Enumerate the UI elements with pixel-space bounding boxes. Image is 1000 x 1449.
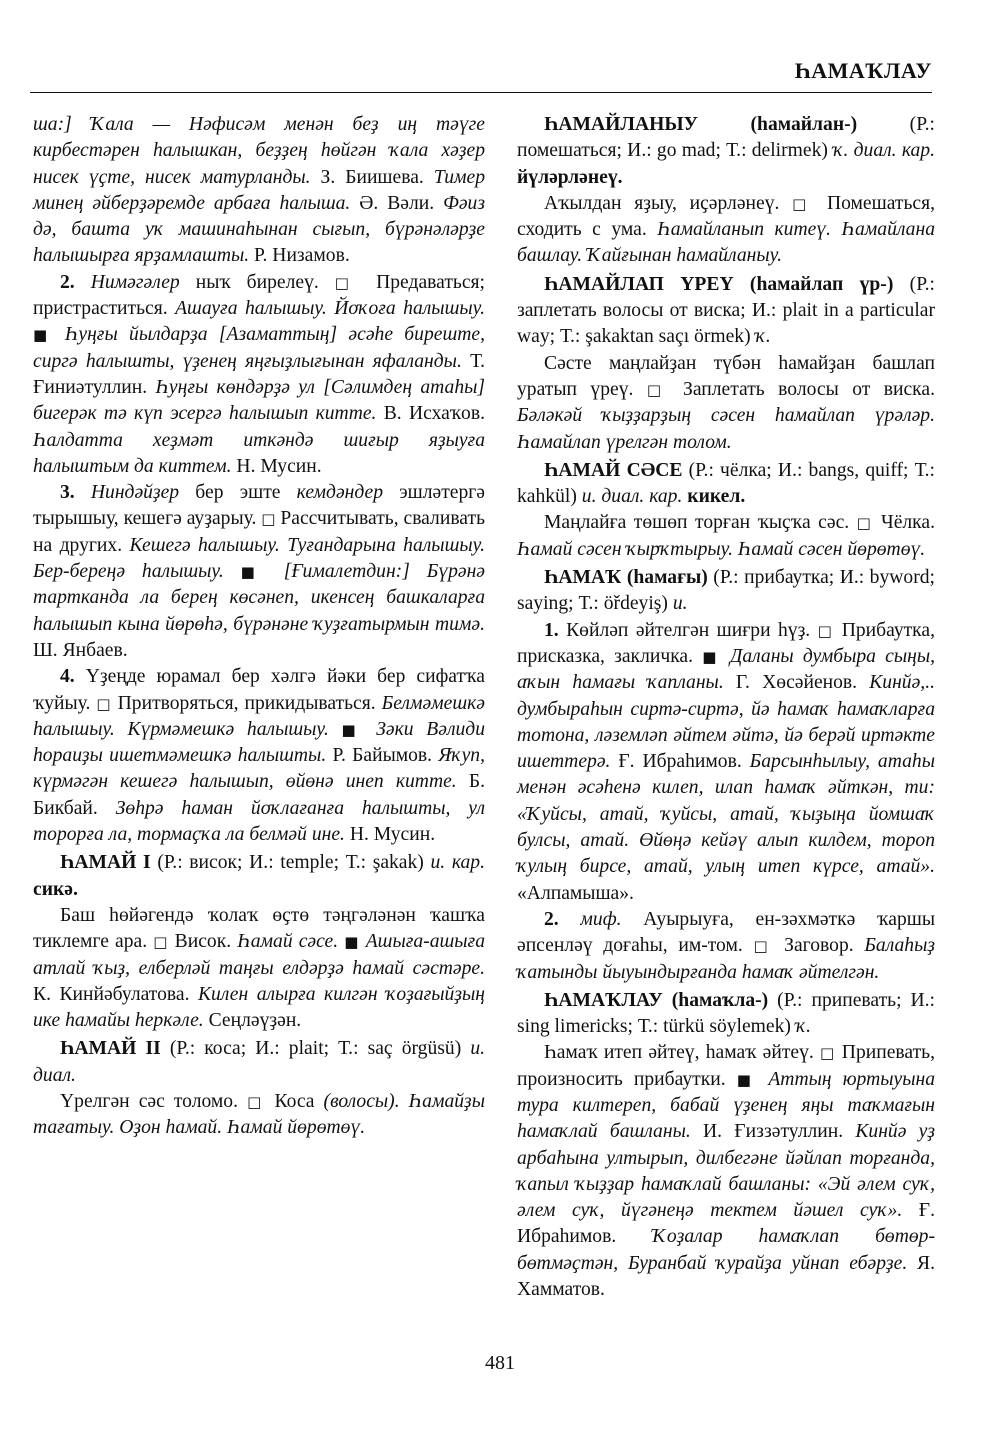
entry-hamaylanyu: ҺАМАЙЛАНЫУ (һамайлан-) (Р.: помешаться; И.: go mad; Т.: delirmek) ҡ. диал. кар. йүләрләнеү. — [517, 114, 935, 188]
square-icon: ■ — [240, 563, 267, 582]
box-icon: □ — [153, 933, 169, 952]
square-icon: ■ — [736, 1070, 758, 1089]
entry-hamay-1-def: Баш һөйәгендә ҡолаҡ өҫтө тәңгәләнән ҡашҡа тиклемге ара. □ Висок. Һамай сәсе. ■ Ашыға-ашыға атлай ҡыҙ, елберләй таңғы елдәрҙә һамай сәстәре. К. Кинйәбулатова. Килен алырға килгән ҡоҙағыйҙың ике һамайы һеркәле. Сеңләүҙән. — [33, 904, 485, 1032]
square-icon: ■ — [33, 326, 54, 345]
entry-hamay-sese-def: Маңлайға төшөп торған ҡыҫҡа сәс. □ Чёлка. Һамай сәсен ҡырҡтырыу. Һамай сәсен йөрөтөү. — [517, 512, 935, 560]
entry-hamay-2-def: Үрелгән сәс толомо. □ Коса (волосы). Һамайҙы тағатыу. Оҙон һамай. Һамай йөрөтөү. — [33, 1090, 485, 1139]
entry-hamaqlau-def: Һамаҡ итеп әйтеү, һамаҡ әйтеү. □ Припевать, произносить прибаутки. ■ Аттың юртыуына тура килтереп, бабай үҙенең яңы таҡмағын һамаҡлай башланы. И. Ғиззәтуллин. Кинйә уҙ арбаһына ултырып, дилбегәне йәйлап торғанда, ҡапыл ҡыҙҙар һамаҡлай башланы: «Эй әлем суҡ, әлем суҡ, йүгәнеңә тектем йәшел суҡ». Ғ. Ибраһимов. Ҡоҙалар һамаҡлап бөтөр-бөтмәҫтән, Буранбай ҡурайҙа уйнап ебәрҙе. Я. Хамматов. — [517, 1042, 936, 1301]
sense-2: 2. Нимәгәлер ныҡ бирелеү. □ Предаваться; пристраститься. Ашауға һалышыу. Йоҡоға һалышыу. ■ Һуңғы йылдарҙа [Азаматтың] әсәһе биреште, сиргә һалышты, үҙенең яңғыҙлығынан яфаланды. Т. Ғиниәтуллин. Һуңғы көндәрҙә ул [Сәлимдең атаһы] бигерәк тә күп эсергә һалышып китте. В. Исхаҡов. Һалдатта хеҙмәт иткәндә шиғыр яҙыуға һалыштым да киттем. Н. Мусин. — [33, 271, 486, 477]
entry-hamaylap-ureu: ҺАМАЙЛАП ҮРЕҮ (һамайлап үр-) (Р.: заплетать волосы от виска; И.: plait in a particular way; Т.: şakaktan saçı örmek) ҡ. — [517, 273, 935, 348]
entry-hamay-2: ҺАМАЙ II (Р.: коса; И.: plait; Т.: saç örgüsü) и. диал. — [33, 1038, 486, 1086]
entry-hamaq-sense-1: 1. Көйләп әйтелгән шиғри һүҙ. □ Прибаутка, присказка, закличка. ■ Даланы думбыра сыңы, аҡын һамағы ҡапланы. Г. Хөсәйенов. Кинйә,.. думбыраһын сиртә-сиртә, йә һамаҡ һамаҡларға тотона, ләземләп әйтем әйтә, йә берәй иртәктe ишеттерә. Ғ. Ибраһимов. Барсынһылыу, атаһы менән әсәһенә килеп, илап һамаҡ әйткән, ти: «Ҡуйсы, атай, ҡуйсы, атай, ҡыҙыңа йомшаҡ булсы, атай. Өйөңә кейәү алып килдем, тороп ҡулың бирсе, атай, улың итеп күрсе, атай». «Алпамыша». — [517, 619, 936, 904]
box-icon: □ — [261, 510, 276, 529]
left-column — [33, 112, 485, 1142]
box-icon: □ — [856, 514, 874, 533]
entry-hamay-1: ҺАМАЙ I (Р.: висок; И.: temple; Т.: şakak) и. кар. сикә. — [33, 852, 485, 900]
entry-hamaq: ҺАМАҠ (һамағы) (Р.: прибаутка; И.: byword; saying; Т.: öřdeyiş) и. — [517, 567, 935, 615]
entry-hamaq-sense-2: 2. миф. Ауырыуға, ен-зәхмәткә ҡаршы әпсенләү доғаһы, им-том. □ Заговор. Балаһыҙ ҡатынды йыуындырғанда һамаҡ әйтелгән. — [517, 908, 936, 983]
box-icon: □ — [817, 621, 835, 640]
box-icon: □ — [792, 194, 815, 213]
box-icon: □ — [820, 1044, 836, 1063]
box-icon: □ — [96, 694, 112, 713]
sense-3: 3. Ниндәйҙер бер эште кемдәндер эшләтергә тырышыу, кешегә ауҙарыу. □ Рассчитывать, сваливать на других. Кешегә һалышыу. Туғандарына һалышыу. Бер-береңә һалышыу. ■ [Ғималетдин:] Бүрәнә тартканда ла берең көсәнеп, икенсең башкаларға һалышып кына йөрөһә, бүрәнәне ҡуҙғатырмын тимә. Ш. Янбаев. — [33, 482, 485, 661]
sense-4: 4. Үҙеңде юрамал бер хәлгә йәки бер сифатҡа ҡуйыу. □ Притворяться, прикидываться. Белмәмешкә һалышыу. Күрмәмешкә һалышыу. ■ Зәки Вәлиди һораuҙы ишетмәмешкә һалышты. Р. Байымов. Яҡуп, күрмәгән кешегә һалышып, өйөнә инеп китте. Б. Бикбай. Зөһрә һаман йоҡлағанға һалышты, ул торорға ла, тормаҫҡа ла белмәй ине. Н. Мусин. — [33, 666, 486, 846]
square-icon: ■ — [341, 720, 364, 739]
square-icon: ■ — [344, 933, 360, 952]
square-icon: ■ — [702, 647, 721, 666]
box-icon: □ — [753, 937, 774, 956]
entry-hamaqlau: ҺАМАҠЛАУ (һамаҡла-) (Р.: припевать; И.: sing limericks; Т.: türkü söylemek) ҡ. — [517, 989, 935, 1038]
entry-hamaylap-ureu-def: Сәсте маңлайҙан түбән һамайҙан башлап уратып үреү. □ Заплетать волосы от виска. Бәләкәй ҡыҙҙарҙың сәсен һамайлап үрәләр. Һамайлап үрелгән толом. — [517, 352, 935, 453]
entry-hamay-sese: ҺАМАЙ СӘСЕ (Р.: чёлка; И.: bangs, quiff; Т.: kahkül) и. диал. кар. кикел. — [517, 459, 936, 508]
page-number: 481 — [485, 1352, 515, 1374]
box-icon: □ — [646, 380, 670, 399]
right-column — [517, 112, 935, 1303]
box-icon: □ — [334, 273, 361, 292]
header-rule — [30, 92, 932, 93]
entry-continuation: ша:] Ҡала — Нәфисәм менән беҙ иң тәүге кирбестәрен һалышкан, беҙҙең һөйгән ҡала хәҙер нисек үҫте, нисек матурланды. З. Биишева. Тимер минең әйберҙәремде арбаға һалыша. Ә. Вәли. Фәиз дә, башта уҡ машинаһынан сығып, бүрәнәләрҙе һалышырға ярҙамлашты. Р. Низамов. — [33, 114, 485, 267]
box-icon: □ — [247, 1092, 266, 1111]
entry-hamaylanyu-def: Аҡылдан яҙыу, иҫәрләнеү. □ Помешаться, сходить с ума. Һамайланып китеү. Һамайлана башлау. Ҡайғынан һамайланыу. — [517, 192, 935, 267]
running-head: ҺАМАҠЛАУ — [794, 58, 932, 83]
